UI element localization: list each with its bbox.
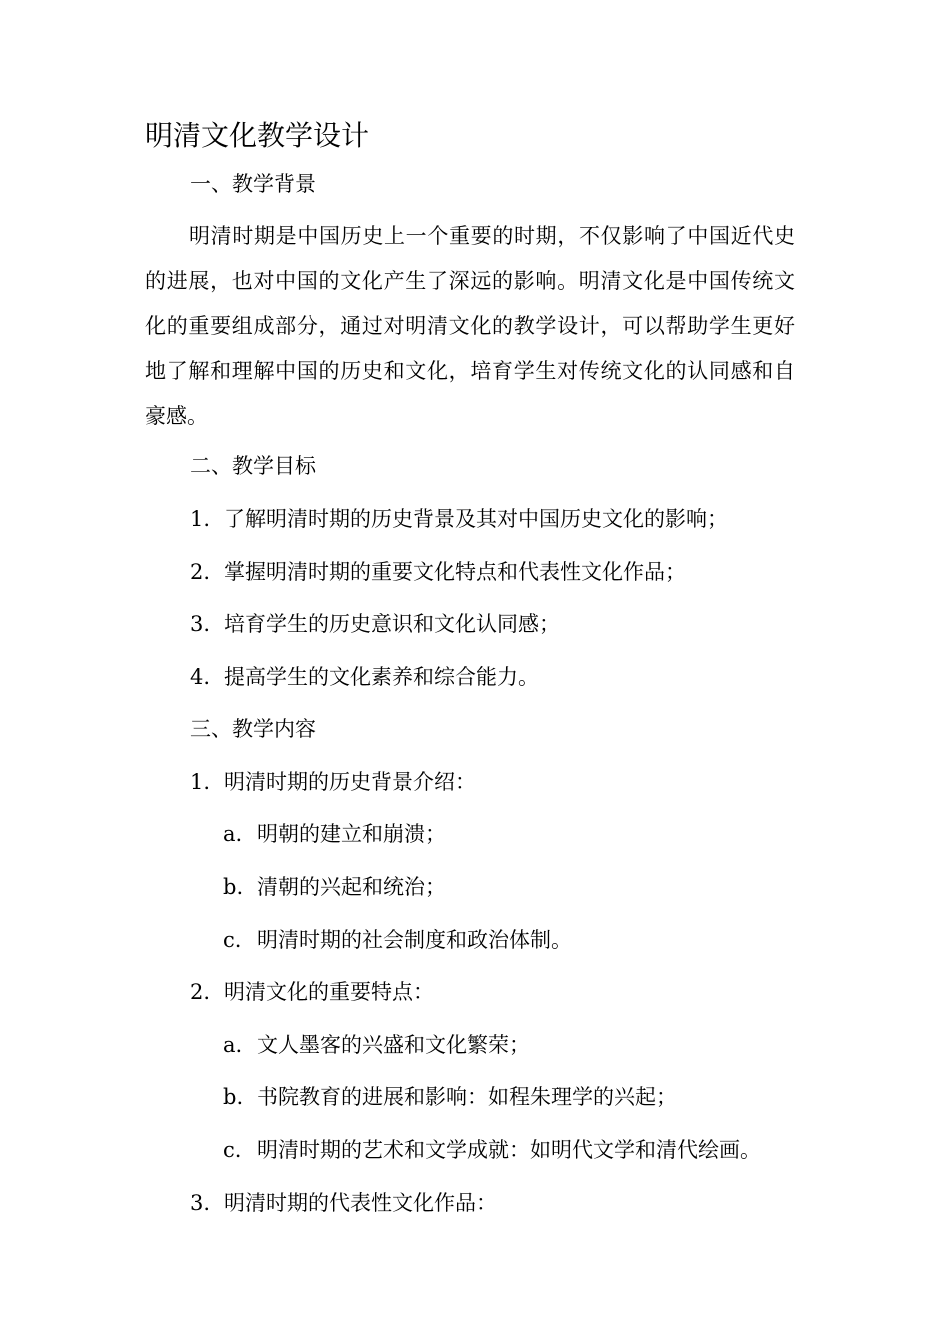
goal-item [190,504,728,534]
subitem-text: 文人墨客的兴盛和文化繁荣； [257,1033,530,1057]
content-subitem [223,872,446,902]
content-subitem [223,1030,530,1060]
section-heading-content: 三、教学内容 [190,717,316,741]
content-number: 1. [190,770,211,794]
content-subitem [223,1082,677,1112]
goal-text: 培育学生的历史意识和文化认同感； [224,612,560,636]
goal-number: 2. [190,560,211,584]
subitem-letter: a. [223,822,243,846]
content-number: 2. [190,980,211,1004]
subitem-letter: a. [223,1033,243,1057]
subitem-text: 书院教育的进展和影响：如程朱理学的兴起； [257,1085,677,1109]
content-subitem [223,925,572,955]
goal-number: 1. [190,507,211,531]
goal-item [190,662,539,692]
subitem-text: 明清时期的社会制度和政治体制。 [257,928,572,952]
goal-number: 3. [190,612,211,636]
content-subitem [223,819,446,849]
content-item [190,1188,497,1218]
content-item [190,977,434,1007]
section-heading-background: 一、教学背景 [190,172,316,196]
subitem-letter: c. [223,1138,242,1162]
content-text: 明清时期的历史背景介绍： [224,770,476,794]
goal-number: 4. [190,665,211,689]
content-number: 3. [190,1191,211,1215]
content-text: 明清文化的重要特点： [224,980,434,1004]
goal-item [190,609,560,639]
background-paragraph: 明清时期是中国历史上一个重要的时期，不仅影响了中国近代史的进展，也对中国的文化产生了深远的影响。明清文化是中国传统文化的重要组成部分，通过对明清文化的教学设计，可以帮助学生更好地了解和理解中国的历史和文化，培育学生对传统文化的认同感和自豪感。 [145,224,795,428]
subitem-letter: b. [223,1085,244,1109]
subitem-letter: b. [223,875,244,899]
goal-text: 掌握明清时期的重要文化特点和代表性文化作品； [224,560,686,584]
subitem-text: 明朝的建立和崩溃； [257,822,446,846]
goal-text: 了解明清时期的历史背景及其对中国历史文化的影响； [224,507,728,531]
goal-item [190,557,686,587]
document-title: 明清文化教学设计 [145,119,370,152]
section-heading-goals: 二、教学目标 [190,454,316,478]
goal-text: 提高学生的文化素养和综合能力。 [224,665,539,689]
content-text: 明清时期的代表性文化作品： [224,1191,497,1215]
subitem-letter: c. [223,928,242,952]
content-item [190,767,476,797]
subitem-text: 清朝的兴起和统治； [257,875,446,899]
content-subitem [223,1135,761,1165]
subitem-text: 明清时期的艺术和文学成就：如明代文学和清代绘画。 [257,1138,761,1162]
